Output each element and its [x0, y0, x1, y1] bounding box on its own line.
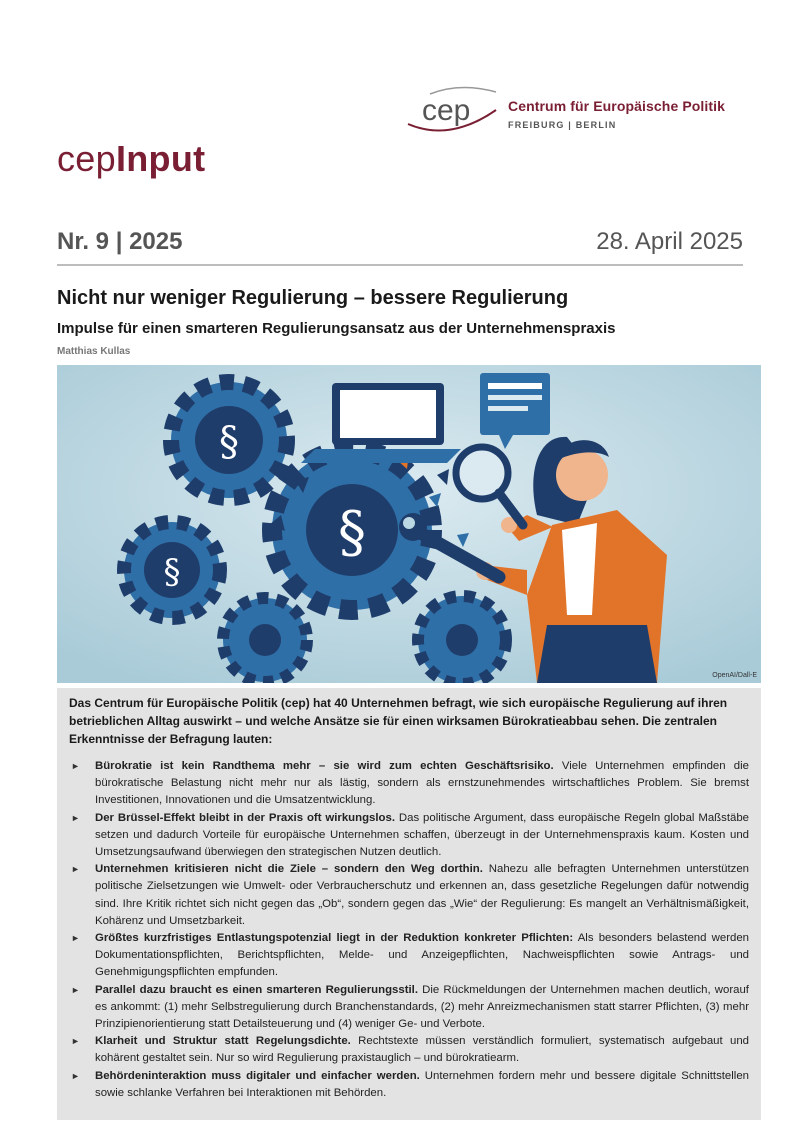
list-item	[69, 982, 749, 1034]
bullet-arrow-icon: ►	[71, 761, 80, 771]
summary-box	[57, 688, 761, 1120]
article-title: Nicht nur weniger Regulierung – bessere Regulierung	[57, 287, 569, 309]
article-author: Matthias Kullas	[57, 346, 131, 357]
issue-number: Nr. 9 | 2025	[57, 228, 183, 255]
gear-symbol: §	[219, 419, 239, 465]
finding-lead: Unternehmen kritisieren nicht die Ziele – sondern den Weg dorthin.	[95, 863, 483, 876]
finding-lead: Parallel dazu braucht es einen smarteren Regulierungsstil.	[95, 983, 418, 996]
list-item	[69, 810, 749, 862]
list-item	[69, 758, 749, 810]
gear-icon	[124, 522, 220, 618]
article-subtitle: Impulse für einen smarteren Regulierungsansatz aus der Unternehmenspraxis	[57, 320, 616, 337]
logo-mark-text: cep	[422, 94, 471, 127]
bullet-arrow-icon: ►	[71, 933, 80, 944]
list-item	[69, 1033, 749, 1067]
publication-date: 28. April 2025	[596, 228, 743, 255]
logo-city: FREIBURG | BERLIN	[508, 120, 617, 130]
gear-symbol: §	[163, 552, 181, 592]
header-divider	[57, 264, 743, 266]
gear-icon	[223, 598, 307, 682]
bullet-arrow-icon: ►	[71, 984, 80, 995]
bullet-arrow-icon: ►	[71, 864, 80, 875]
bullet-arrow-icon: ►	[71, 1070, 80, 1081]
list-item	[69, 1068, 749, 1102]
image-credit: OpenAI/Dall-E	[712, 672, 757, 679]
cep-logo-mark	[400, 80, 510, 140]
gear-symbol: §	[338, 500, 366, 565]
bullet-arrow-icon: ►	[71, 812, 80, 823]
brand-part-cep: cep	[57, 138, 116, 179]
brand-part-input: Input	[115, 138, 206, 179]
finding-lead: Klarheit und Struktur statt Regelungsdichte.	[95, 1035, 351, 1048]
finding-text: Das politische Argument, dass europäische Regeln global Maßstäbe setzen und dadurch Vorteile für europäische Unternehmen schaffen, überzeugt in der Unternehmenspraxis kaum. Kosten und Umsetzungsaufwand überwiegen den strategischen Nutzen deutlich.	[95, 811, 749, 859]
gear-icon	[171, 382, 287, 498]
gear-icon	[418, 596, 506, 683]
hero-illustration	[57, 365, 761, 683]
finding-lead: Bürokratie ist kein Randthema mehr – sie wird zum echten Geschäftsrisiko.	[95, 760, 554, 772]
finding-text: Die Rückmeldungen der Unternehmen machen deutlich, worauf es ankommt: (1) mehr Selbstregulierung durch Branchenstandards, (2) mehr Anreizmechanismen statt starrer Pflichten, (3) mehr Prinzipienorientierung statt Detailsteuerung und (4) weniger Ge- und Verbote.	[95, 983, 749, 1031]
list-item	[69, 861, 749, 930]
bullet-arrow-icon: ►	[71, 1036, 80, 1047]
finding-text: Als besonders belastend werden Dokumentationspflichten, Berichtspflichten, Melde- und Anzeigepflichten, Nachweispflichten sowie Antrags- und Genehmigungspflichten empfunden.	[95, 932, 749, 979]
finding-text: Rechtstexte müssen verständlich formuliert, systematisch aufgebaut und kohärent gestaltet sein. Nur so wird Regulierung praxistauglich – und bürokratiearm.	[95, 1035, 749, 1065]
summary-intro: Das Centrum für Europäische Politik (cep) hat 40 Unternehmen befragt, wie sich europäische Regulierung auf ihren betrieblichen Alltag auswirkt – und welche Ansätze sie für einen wirksamen Bürokratieabbau sehen. Die zentralen Erkenntnisse der Befragung lauten:	[69, 696, 728, 746]
finding-text: Nahezu alle befragten Unternehmen unterstützen politische Zielsetzungen wie Umwelt- oder Verbraucherschutz und erkennen an, dass gesetzliche Regelungen dafür notwendig sind. Ihre Kritik richtet sich nicht gegen das „Ob“, sondern gegen das „Wie“ der Regulierung: Es mangelt an Verhältnismäßigkeit, Kohärenz und Umsetzbarkeit.	[95, 863, 749, 927]
finding-text: Viele Unternehmen empfinden die bürokratische Belastung nicht mehr nur als lästig, sondern als ernstzunehmendes wirtschaftliches Problem. Sie bremst Investitionen, Innovationen und die Umsatzentwicklung.	[95, 760, 749, 807]
cep-logo	[400, 80, 760, 140]
publication-brand	[57, 138, 205, 180]
key-findings-list	[69, 758, 749, 1102]
finding-lead: Der Brüssel-Effekt bleibt in der Praxis oft wirkungslos.	[95, 811, 395, 824]
logo-name: Centrum für Europäische Politik	[508, 98, 726, 114]
list-item	[69, 930, 749, 982]
finding-lead: Größtes kurzfristiges Entlastungspotenzial liegt in der Reduktion konkreter Pflichten:	[95, 932, 574, 945]
finding-text: Unternehmen fordern mehr und bessere digitale Schnittstellen sowie schlanke Verfahren bei Interaktionen mit Behörden.	[95, 1069, 749, 1099]
finding-lead: Behördeninteraktion muss digitaler und einfacher werden.	[95, 1069, 420, 1082]
